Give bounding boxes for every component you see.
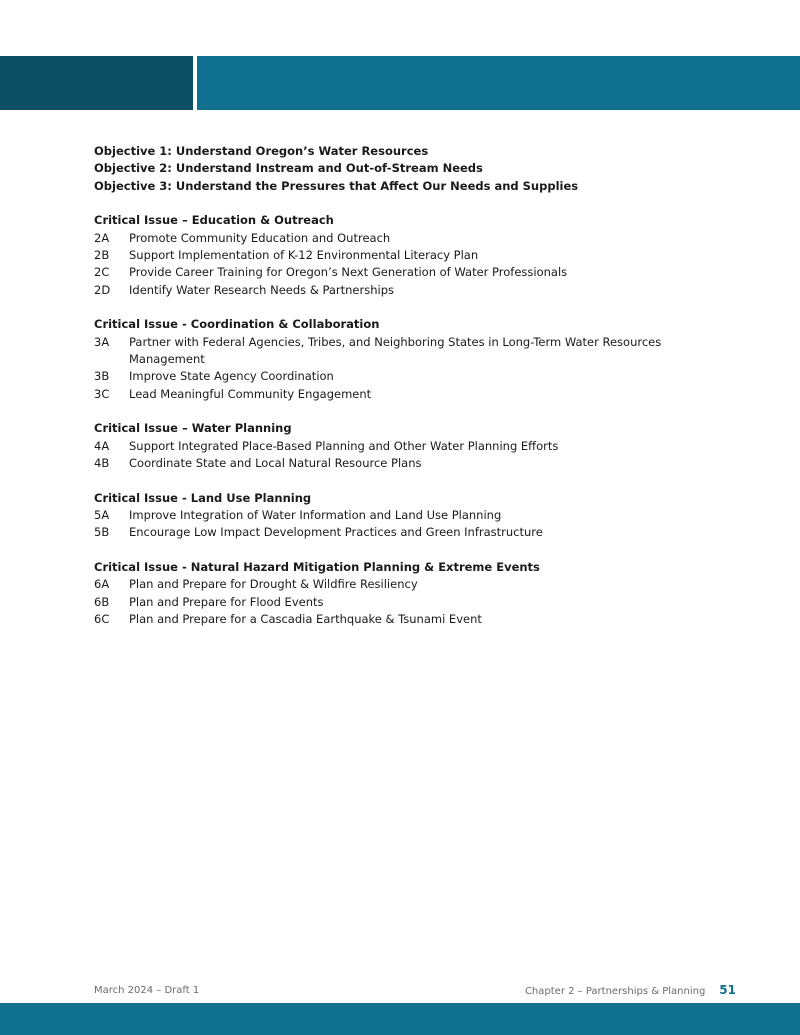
action-item (94, 576, 714, 593)
action-text: Improve State Agency Coordination (129, 369, 334, 384)
objective-3: Objective 3: Understand the Pressures that Affect Our Needs and Supplies (94, 178, 579, 193)
section-title: Critical Issue – Education & Outreach (94, 213, 334, 228)
action-item (94, 247, 714, 264)
action-item (94, 264, 714, 281)
action-item (94, 334, 714, 369)
action-item (94, 282, 714, 299)
action-code: 3C (94, 386, 110, 401)
header-accent-block (197, 56, 800, 110)
action-code: 3B (94, 369, 110, 384)
action-text: Lead Meaningful Community Engagement (129, 386, 372, 401)
action-item (94, 455, 714, 472)
objectives-list (94, 143, 714, 195)
action-code: 5B (94, 525, 110, 540)
section-coordination-collaboration (94, 316, 714, 403)
footer-band (0, 1003, 800, 1035)
footer-date-draft: March 2024 – Draft 1 (94, 985, 200, 996)
action-code: 4A (94, 438, 110, 453)
objective-2: Objective 2: Understand Instream and Out-of-Stream Needs (94, 161, 483, 176)
footer-chapter (525, 983, 736, 997)
action-code: 6B (94, 594, 110, 609)
footer-chapter-title: Chapter 2 – Partnerships & Planning (524, 986, 706, 997)
section-land-use-planning (94, 490, 714, 542)
main-content (94, 143, 714, 628)
action-item (94, 611, 714, 628)
section-title: Critical Issue - Land Use Planning (94, 490, 312, 505)
page-number: 51 (719, 983, 736, 997)
section-title: Critical Issue – Water Planning (94, 421, 292, 436)
action-code: 2C (94, 265, 110, 280)
chapter-header-band (0, 56, 800, 110)
action-text: Provide Career Training for Oregon’s Next Generation of Water Professionals (129, 265, 568, 280)
section-water-planning (94, 420, 714, 472)
action-item (94, 386, 714, 403)
action-item (94, 524, 714, 541)
action-text: Plan and Prepare for Flood Events (129, 594, 324, 609)
section-title: Critical Issue - Natural Hazard Mitigation Planning & Extreme Events (94, 559, 540, 574)
action-code: 4B (94, 456, 110, 471)
section-natural-hazard-mitigation (94, 559, 714, 629)
action-item (94, 507, 714, 524)
action-text: Promote Community Education and Outreach (129, 230, 391, 245)
action-code: 6A (94, 577, 110, 592)
action-code: 5A (94, 507, 110, 522)
action-text: Support Implementation of K-12 Environmental Literacy Plan (129, 248, 479, 263)
action-code: 2A (94, 230, 110, 245)
action-text: Encourage Low Impact Development Practices and Green Infrastructure (129, 525, 543, 540)
action-text: Identify Water Research Needs & Partnerships (129, 282, 395, 297)
section-education-outreach (94, 212, 714, 299)
action-text: Improve Integration of Water Information and Land Use Planning (129, 507, 502, 522)
page-title: Chapter 2 Actions at a Glance (213, 15, 549, 39)
header-dark-block (0, 56, 193, 110)
action-text: Coordinate State and Local Natural Resource Plans (129, 456, 422, 471)
objective-1: Objective 1: Understand Oregon’s Water Resources (94, 144, 429, 158)
action-text: Plan and Prepare for Drought & Wildfire Resiliency (129, 577, 418, 592)
action-code: 2D (94, 282, 111, 297)
action-text: Partner with Federal Agencies, Tribes, and Neighboring States in Long-Term Water Resources Management (129, 334, 662, 367)
action-item (94, 438, 714, 455)
action-text: Support Integrated Place-Based Planning and Other Water Planning Efforts (129, 438, 559, 453)
section-title: Critical Issue - Coordination & Collaboration (94, 317, 380, 332)
action-item (94, 594, 714, 611)
action-code: 6C (94, 611, 110, 626)
action-code: 3A (94, 334, 110, 349)
action-item (94, 230, 714, 247)
action-code: 2B (94, 248, 110, 263)
action-item (94, 368, 714, 385)
action-text: Plan and Prepare for a Cascadia Earthquake & Tsunami Event (129, 611, 482, 626)
